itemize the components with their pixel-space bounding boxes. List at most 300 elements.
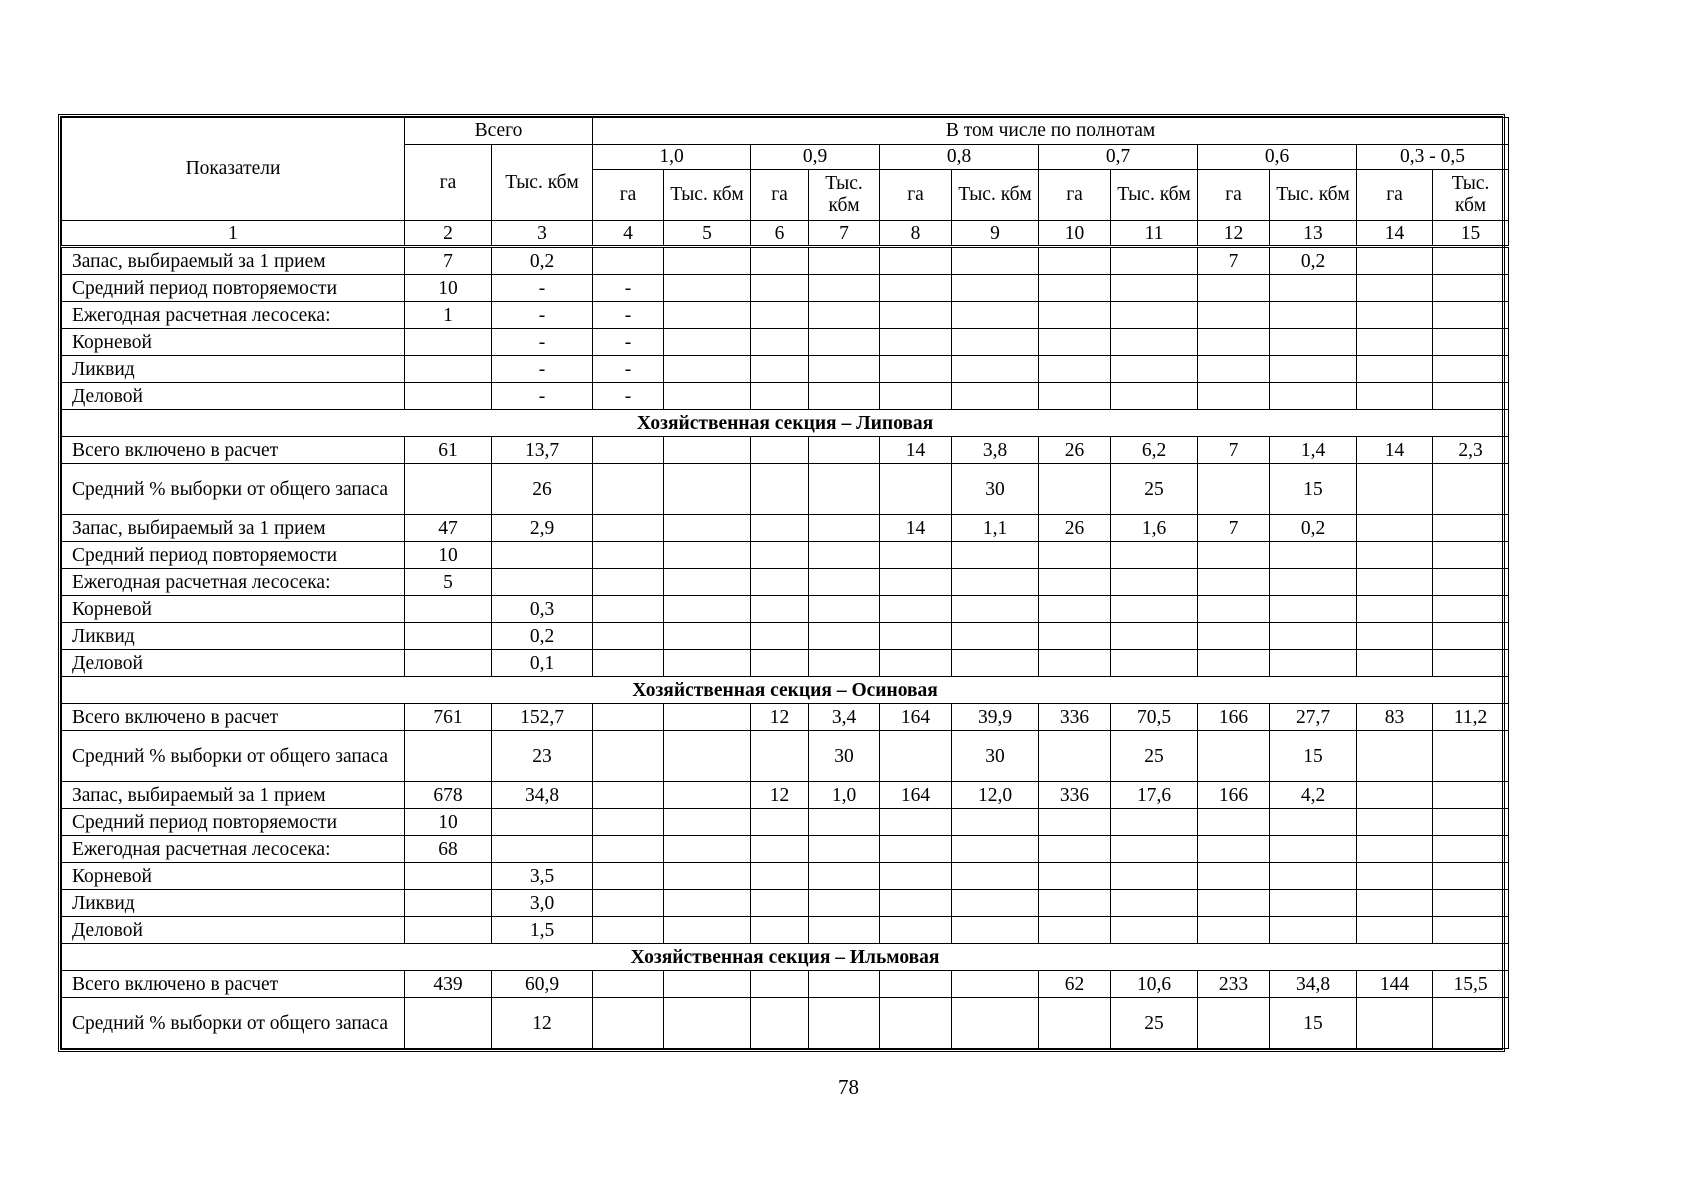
- table-cell: [1039, 998, 1111, 1049]
- row-label: Средний период повторяемости: [62, 809, 405, 836]
- table-cell: [1357, 998, 1433, 1049]
- header-density: 0,8: [880, 145, 1039, 170]
- table-cell: -: [492, 383, 593, 410]
- table-cell: [880, 596, 952, 623]
- table-cell: [1433, 836, 1509, 863]
- table-cell: [1198, 302, 1270, 329]
- section-header-row: [62, 677, 1509, 704]
- table-cell: [1270, 809, 1357, 836]
- table-cell: [1111, 623, 1198, 650]
- table-cell: [593, 569, 664, 596]
- table-cell: 3,5: [492, 863, 593, 890]
- table-cell: [1433, 863, 1509, 890]
- table-cell: [664, 569, 751, 596]
- table-body: [62, 247, 1509, 1049]
- table-cell: [1357, 356, 1433, 383]
- table-cell: [880, 247, 952, 275]
- table-cell: [593, 704, 664, 731]
- table-cell: [880, 650, 952, 677]
- table-cell: [952, 863, 1039, 890]
- table-cell: [809, 623, 880, 650]
- table-row: [62, 247, 1509, 275]
- header-density: 1,0: [593, 145, 751, 170]
- table-row: [62, 623, 1509, 650]
- table-cell: [664, 971, 751, 998]
- table-cell: [1357, 515, 1433, 542]
- table-cell: [1198, 917, 1270, 944]
- table-cell: 164: [880, 704, 952, 731]
- table-cell: [880, 731, 952, 782]
- table-cell: 7: [1198, 437, 1270, 464]
- table-row: [62, 464, 1509, 515]
- column-number: 5: [664, 221, 751, 247]
- table-cell: 3,0: [492, 890, 593, 917]
- header-total: Всего: [405, 118, 593, 145]
- table-cell: [1433, 998, 1509, 1049]
- table-cell: [1433, 809, 1509, 836]
- table-cell: [880, 836, 952, 863]
- table-cell: [492, 809, 593, 836]
- table-cell: [880, 569, 952, 596]
- section-header-row: [62, 944, 1509, 971]
- table-cell: 3,8: [952, 437, 1039, 464]
- table-cell: [751, 329, 809, 356]
- table-row: [62, 437, 1509, 464]
- forest-inventory-table: [58, 114, 1505, 1052]
- table-cell: [1357, 569, 1433, 596]
- table-cell: [664, 704, 751, 731]
- section-title: Хозяйственная секция – Ильмовая: [62, 944, 1509, 971]
- table-cell: [1039, 464, 1111, 515]
- row-label: Деловой: [62, 917, 405, 944]
- table-row: [62, 731, 1509, 782]
- header-unit-volume: Тыс. кбм: [1111, 170, 1198, 221]
- table-cell: 1: [405, 302, 492, 329]
- column-number: 8: [880, 221, 952, 247]
- table-cell: [1111, 329, 1198, 356]
- table-cell: [405, 383, 492, 410]
- table-cell: [664, 464, 751, 515]
- table-cell: [952, 329, 1039, 356]
- table-row: [62, 356, 1509, 383]
- table-cell: [1198, 464, 1270, 515]
- row-label: Ежегодная расчетная лесосека:: [62, 302, 405, 329]
- table-cell: [751, 836, 809, 863]
- row-label: Корневой: [62, 863, 405, 890]
- table-cell: 761: [405, 704, 492, 731]
- table-cell: [1111, 569, 1198, 596]
- table-cell: [405, 464, 492, 515]
- table-cell: 14: [1357, 437, 1433, 464]
- section-header-row: [62, 410, 1509, 437]
- table-cell: [1433, 515, 1509, 542]
- table-cell: [1198, 596, 1270, 623]
- header-density: 0,9: [751, 145, 880, 170]
- table-cell: [809, 863, 880, 890]
- table-cell: [952, 836, 1039, 863]
- table-cell: [492, 542, 593, 569]
- header-unit-ha: га: [1039, 170, 1111, 221]
- table-cell: [1198, 650, 1270, 677]
- table-cell: [880, 356, 952, 383]
- table-cell: [1357, 542, 1433, 569]
- table-row: [62, 863, 1509, 890]
- table-cell: [1111, 247, 1198, 275]
- table-cell: [492, 836, 593, 863]
- table-cell: [952, 542, 1039, 569]
- table-cell: [880, 890, 952, 917]
- table-cell: [751, 275, 809, 302]
- table-cell: [1198, 809, 1270, 836]
- table-cell: [1270, 596, 1357, 623]
- table-cell: 14: [880, 437, 952, 464]
- table-cell: [1198, 623, 1270, 650]
- table-cell: [751, 569, 809, 596]
- table-cell: [1270, 569, 1357, 596]
- table-cell: [809, 247, 880, 275]
- table-cell: 47: [405, 515, 492, 542]
- table-cell: [952, 356, 1039, 383]
- table-cell: 25: [1111, 731, 1198, 782]
- table-cell: [880, 329, 952, 356]
- table-cell: [593, 998, 664, 1049]
- table-cell: [751, 302, 809, 329]
- table-cell: 0,2: [492, 623, 593, 650]
- table-cell: -: [593, 302, 664, 329]
- table-cell: [1039, 809, 1111, 836]
- table-row: [62, 704, 1509, 731]
- header-by-density: В том числе по полнотам: [593, 118, 1509, 145]
- table-cell: 1,1: [952, 515, 1039, 542]
- table-cell: [1270, 383, 1357, 410]
- table-cell: [1198, 836, 1270, 863]
- column-number: 2: [405, 221, 492, 247]
- row-label: Запас, выбираемый за 1 прием: [62, 782, 405, 809]
- table-row: [62, 971, 1509, 998]
- table-cell: [1111, 836, 1198, 863]
- table-cell: [809, 302, 880, 329]
- table-cell: [880, 863, 952, 890]
- table-row: [62, 302, 1509, 329]
- table-cell: 144: [1357, 971, 1433, 998]
- table-cell: [593, 782, 664, 809]
- table-cell: [952, 809, 1039, 836]
- table-cell: [952, 998, 1039, 1049]
- table-cell: 25: [1111, 464, 1198, 515]
- column-number: 13: [1270, 221, 1357, 247]
- header-indicators: Показатели: [62, 118, 405, 221]
- table-cell: [1111, 275, 1198, 302]
- table-cell: [751, 863, 809, 890]
- header-density: 0,3 - 0,5: [1357, 145, 1509, 170]
- table-cell: 14: [880, 515, 952, 542]
- table-cell: -: [593, 275, 664, 302]
- table-cell: [492, 569, 593, 596]
- table-cell: [1357, 863, 1433, 890]
- row-label: Корневой: [62, 329, 405, 356]
- table-cell: 678: [405, 782, 492, 809]
- table-cell: [809, 464, 880, 515]
- table-row: [62, 998, 1509, 1049]
- table-cell: [664, 917, 751, 944]
- table-cell: [1039, 247, 1111, 275]
- table-cell: [751, 650, 809, 677]
- table-cell: 27,7: [1270, 704, 1357, 731]
- row-label: Ежегодная расчетная лесосека:: [62, 836, 405, 863]
- table-cell: 68: [405, 836, 492, 863]
- row-label: Ликвид: [62, 356, 405, 383]
- table-cell: [952, 596, 1039, 623]
- table-cell: [880, 809, 952, 836]
- table-cell: -: [593, 383, 664, 410]
- table-cell: [664, 437, 751, 464]
- table-cell: [593, 596, 664, 623]
- column-number: 1: [62, 221, 405, 247]
- row-label: Всего включено в расчет: [62, 971, 405, 998]
- table-cell: [1433, 247, 1509, 275]
- table-cell: [751, 356, 809, 383]
- table-cell: 0,3: [492, 596, 593, 623]
- table-cell: [593, 650, 664, 677]
- section-title: Хозяйственная секция – Осиновая: [62, 677, 1509, 704]
- row-label: Средний период повторяемости: [62, 542, 405, 569]
- table-cell: [1111, 890, 1198, 917]
- table-cell: [751, 383, 809, 410]
- table-cell: [880, 623, 952, 650]
- table-row: [62, 329, 1509, 356]
- table-cell: [593, 623, 664, 650]
- row-label: Запас, выбираемый за 1 прием: [62, 247, 405, 275]
- table-cell: [952, 569, 1039, 596]
- table-cell: 15,5: [1433, 971, 1509, 998]
- table-cell: [1111, 383, 1198, 410]
- table-cell: [1198, 275, 1270, 302]
- row-label: Ежегодная расчетная лесосека:: [62, 569, 405, 596]
- row-label: Запас, выбираемый за 1 прием: [62, 515, 405, 542]
- table-cell: [593, 836, 664, 863]
- table-cell: [880, 971, 952, 998]
- table-cell: [952, 383, 1039, 410]
- table-cell: [405, 356, 492, 383]
- table-cell: 439: [405, 971, 492, 998]
- section-title: Хозяйственная секция – Липовая: [62, 410, 1509, 437]
- table-cell: 0,2: [492, 247, 593, 275]
- table-row: [62, 383, 1509, 410]
- header-unit-ha: га: [1357, 170, 1433, 221]
- table-cell: [1433, 596, 1509, 623]
- table-cell: [751, 542, 809, 569]
- row-label: Средний % выборки от общего запаса: [62, 998, 405, 1049]
- column-number: 3: [492, 221, 593, 247]
- table-cell: [593, 247, 664, 275]
- table-cell: 17,6: [1111, 782, 1198, 809]
- table-cell: 26: [1039, 437, 1111, 464]
- table-cell: [952, 302, 1039, 329]
- column-number: 14: [1357, 221, 1433, 247]
- table-cell: [1357, 383, 1433, 410]
- table-cell: [1111, 596, 1198, 623]
- table-cell: [1357, 782, 1433, 809]
- table-cell: -: [492, 302, 593, 329]
- table-cell: [880, 275, 952, 302]
- table-cell: [1433, 569, 1509, 596]
- table-cell: [1111, 809, 1198, 836]
- table-cell: [751, 971, 809, 998]
- table-cell: 26: [492, 464, 593, 515]
- table-cell: [593, 890, 664, 917]
- header-total-ha: га: [405, 145, 492, 221]
- table-cell: 233: [1198, 971, 1270, 998]
- table-cell: 10: [405, 275, 492, 302]
- table-cell: [1357, 275, 1433, 302]
- table-cell: [405, 917, 492, 944]
- table-cell: [1039, 623, 1111, 650]
- header-unit-volume: Тыс. кбм: [1270, 170, 1357, 221]
- table-cell: [1433, 782, 1509, 809]
- row-label: Средний % выборки от общего запаса: [62, 464, 405, 515]
- table-cell: [1270, 329, 1357, 356]
- row-label: Деловой: [62, 383, 405, 410]
- table-cell: 11,2: [1433, 704, 1509, 731]
- table-cell: [405, 890, 492, 917]
- table-cell: [664, 329, 751, 356]
- page-number: 78: [838, 1075, 859, 1099]
- table-cell: [1270, 890, 1357, 917]
- table-cell: [952, 890, 1039, 917]
- row-label: Всего включено в расчет: [62, 704, 405, 731]
- header-unit-ha: га: [880, 170, 952, 221]
- table-cell: 23: [492, 731, 593, 782]
- table-cell: [593, 971, 664, 998]
- table-cell: [405, 329, 492, 356]
- table-cell: [880, 917, 952, 944]
- table-cell: [751, 890, 809, 917]
- table-cell: 7: [405, 247, 492, 275]
- header-unit-volume: Тыс. кбм: [664, 170, 751, 221]
- table-cell: 7: [1198, 247, 1270, 275]
- table-row: [62, 782, 1509, 809]
- table-cell: [1198, 356, 1270, 383]
- table-cell: 10: [405, 809, 492, 836]
- table-cell: 1,5: [492, 917, 593, 944]
- table-row: [62, 569, 1509, 596]
- table-cell: 0,2: [1270, 515, 1357, 542]
- table-cell: 30: [952, 731, 1039, 782]
- table-cell: [1270, 863, 1357, 890]
- column-number: 12: [1198, 221, 1270, 247]
- table-cell: [751, 596, 809, 623]
- table-cell: 83: [1357, 704, 1433, 731]
- table-cell: [405, 650, 492, 677]
- header-density: 0,7: [1039, 145, 1198, 170]
- table-cell: 10: [405, 542, 492, 569]
- table-cell: 39,9: [952, 704, 1039, 731]
- table-cell: 6,2: [1111, 437, 1198, 464]
- table-cell: [664, 731, 751, 782]
- table-cell: 34,8: [1270, 971, 1357, 998]
- table-cell: [1433, 464, 1509, 515]
- table-cell: [880, 542, 952, 569]
- table-cell: [1198, 329, 1270, 356]
- table-cell: [664, 863, 751, 890]
- row-label: Корневой: [62, 596, 405, 623]
- table-cell: [664, 247, 751, 275]
- table-cell: [1039, 917, 1111, 944]
- column-number: 11: [1111, 221, 1198, 247]
- row-label: Всего включено в расчет: [62, 437, 405, 464]
- table-row: [62, 836, 1509, 863]
- table-cell: [664, 515, 751, 542]
- table-cell: 70,5: [1111, 704, 1198, 731]
- table-cell: 5: [405, 569, 492, 596]
- table-cell: [664, 275, 751, 302]
- table-cell: [952, 623, 1039, 650]
- table-cell: 336: [1039, 704, 1111, 731]
- table-cell: [664, 890, 751, 917]
- table-cell: [664, 356, 751, 383]
- table-cell: -: [492, 356, 593, 383]
- table-cell: [1357, 464, 1433, 515]
- table-cell: 7: [1198, 515, 1270, 542]
- row-label: Ликвид: [62, 623, 405, 650]
- table-cell: [880, 383, 952, 410]
- table-cell: [664, 302, 751, 329]
- table-cell: [809, 569, 880, 596]
- table-cell: [593, 515, 664, 542]
- table-cell: [1357, 650, 1433, 677]
- table-cell: 2,3: [1433, 437, 1509, 464]
- table-cell: 3,4: [809, 704, 880, 731]
- table-cell: -: [492, 275, 593, 302]
- table-cell: [1039, 542, 1111, 569]
- table-cell: [1433, 650, 1509, 677]
- table-cell: [1270, 275, 1357, 302]
- table-cell: 2,9: [492, 515, 593, 542]
- table-cell: [664, 809, 751, 836]
- table-cell: [952, 275, 1039, 302]
- table-cell: [405, 596, 492, 623]
- table-cell: 12: [751, 704, 809, 731]
- table-cell: -: [492, 329, 593, 356]
- table-cell: [952, 650, 1039, 677]
- table-cell: [809, 809, 880, 836]
- table-cell: [809, 437, 880, 464]
- table-cell: [1198, 383, 1270, 410]
- table-cell: [664, 542, 751, 569]
- table-cell: [809, 275, 880, 302]
- table-cell: [1111, 542, 1198, 569]
- header-unit-ha: га: [751, 170, 809, 221]
- table-cell: [593, 863, 664, 890]
- table-row: [62, 650, 1509, 677]
- column-number: 9: [952, 221, 1039, 247]
- table-cell: 30: [952, 464, 1039, 515]
- table-cell: 166: [1198, 704, 1270, 731]
- table-cell: [809, 650, 880, 677]
- table-cell: [664, 836, 751, 863]
- table-cell: [1357, 731, 1433, 782]
- table-cell: 61: [405, 437, 492, 464]
- table-cell: [952, 917, 1039, 944]
- table-cell: [405, 998, 492, 1049]
- table-row: [62, 275, 1509, 302]
- table-cell: 60,9: [492, 971, 593, 998]
- table-cell: -: [593, 356, 664, 383]
- table-cell: [1357, 302, 1433, 329]
- table-cell: [1111, 650, 1198, 677]
- table-row: [62, 515, 1509, 542]
- table-cell: 25: [1111, 998, 1198, 1049]
